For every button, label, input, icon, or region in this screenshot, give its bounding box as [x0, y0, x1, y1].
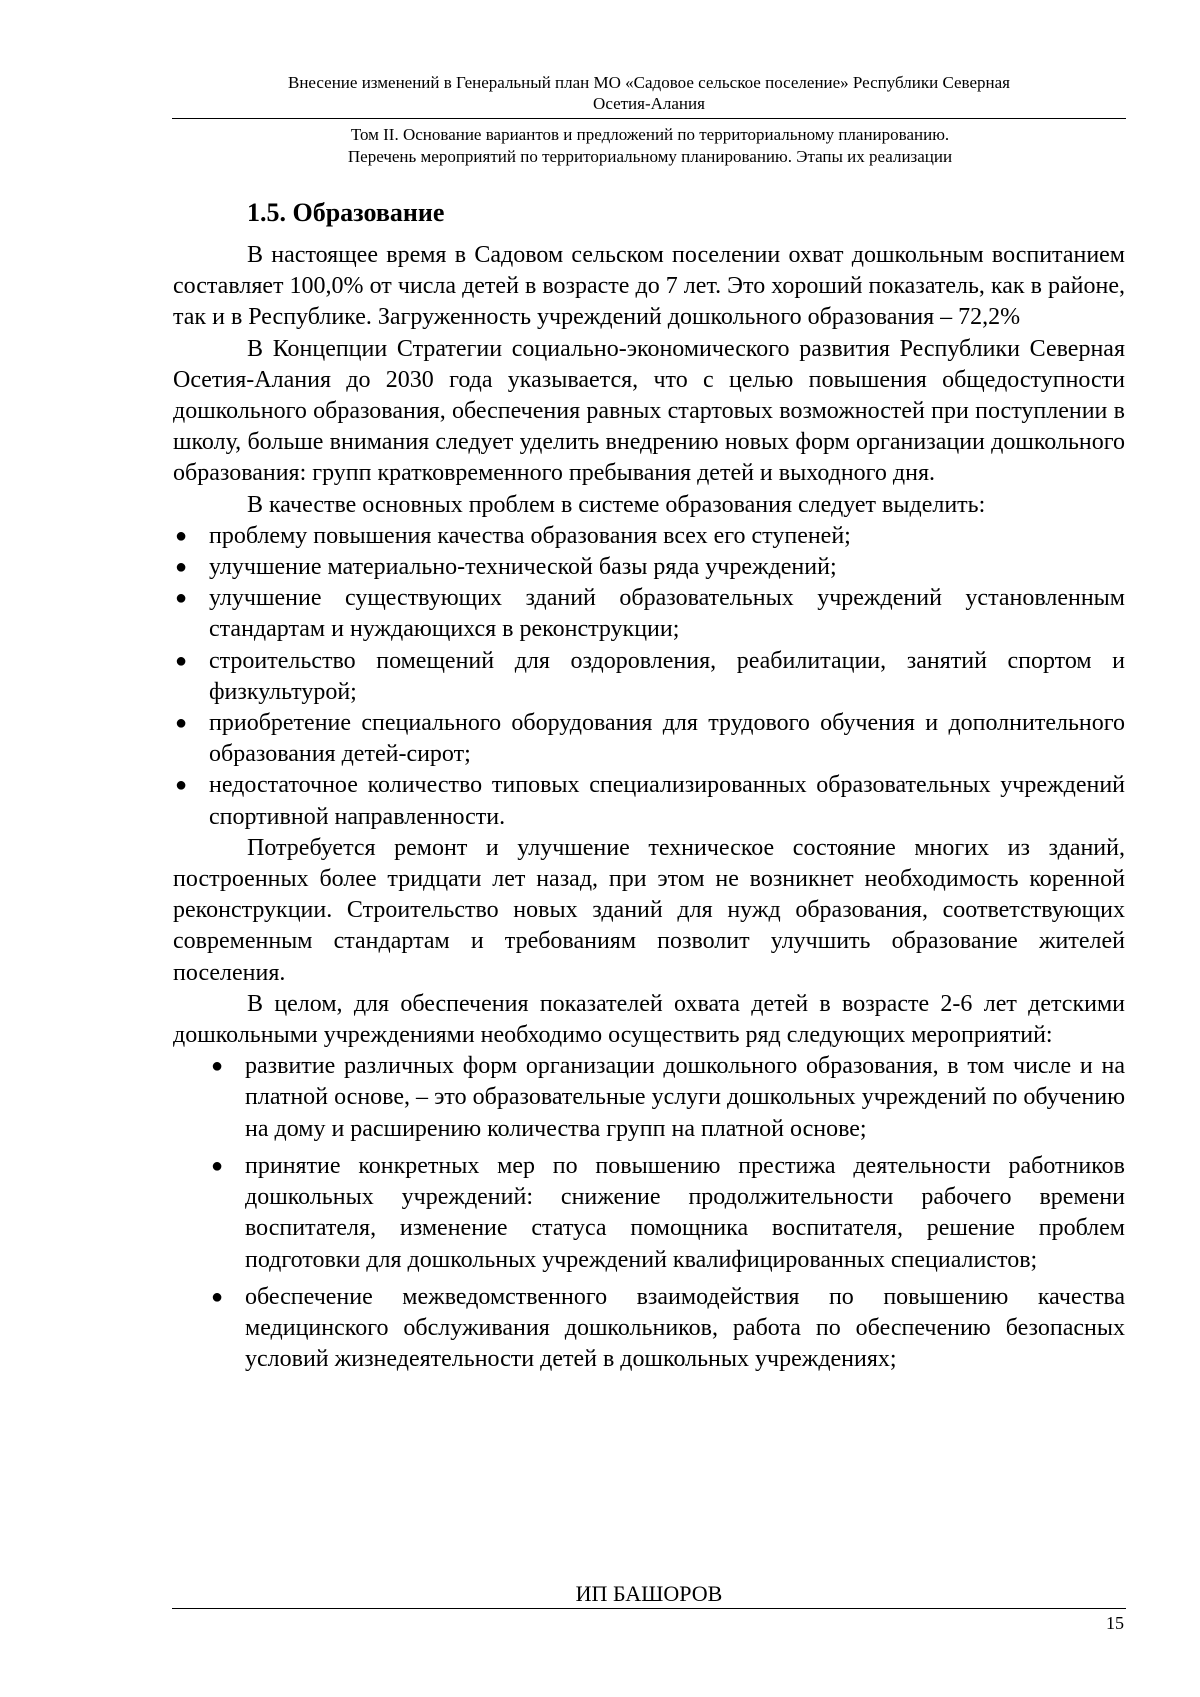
measures-list — [173, 1051, 1125, 1375]
running-header — [172, 72, 1126, 114]
footer-company: ИП БАШОРОВ — [575, 1581, 723, 1606]
list-item — [173, 583, 1125, 645]
list-item — [173, 552, 1125, 583]
list-item-text: принятие конкретных мер по повышению престижа деятельности работников дошкольных учреждений: снижение продолжительности рабочего времени воспитателя, изменение статуса помощника воспитателя, решение проблем подготовки для дошкольных учреждений квалифицированных специалистов; — [245, 1152, 1125, 1273]
list-item-text: улучшение существующих зданий образовательных учреждений установленным стандартам и нуждающихся в реконструкции; — [209, 585, 1125, 643]
header-title-line2: Осетия-Алания — [593, 94, 705, 113]
bullet-icon: ● — [211, 1154, 224, 1177]
list-item-text: строительство помещений для оздоровления, реабилитации, занятий спортом и физкультурой; — [209, 647, 1125, 705]
list-item — [173, 1051, 1125, 1145]
list-item-text: улучшение материально-технической базы ряда учреждений; — [209, 554, 837, 581]
list-item-text: проблему повышения качества образования всех его ступеней; — [209, 522, 851, 549]
bullet-icon: ● — [175, 712, 188, 735]
bullet-icon: ● — [175, 587, 188, 610]
bullet-icon: ● — [211, 1285, 224, 1308]
list-item — [173, 646, 1125, 708]
bullet-icon: ● — [175, 774, 188, 797]
subheader-line2: Перечень мероприятий по территориальному планированию. Этапы их реализации — [347, 147, 953, 166]
paragraph-measures-intro: В целом, для обеспечения показателей охвата детей в возрасте 2-6 лет детскими дошкольными учреждениями необходимо осуществить ряд следующих мероприятий: — [173, 990, 1125, 1049]
list-item-text: приобретение специального оборудования для трудового обучения и дополнительного образования детей-сирот; — [209, 710, 1125, 768]
page-number: 15 — [1106, 1613, 1124, 1633]
footer-divider — [172, 1608, 1126, 1609]
list-item-text: обеспечение межведомственного взаимодействия по повышению качества медицинского обслуживания дошкольников, работа по обеспечению безопасных условий жизнедеятельности детей в дошкольных учреждениях; — [245, 1283, 1125, 1373]
running-subheader — [200, 124, 1100, 168]
header-divider — [172, 118, 1126, 119]
subheader-line1: Том II. Основание вариантов и предложений по территориальному планированию. — [350, 125, 950, 144]
header-title-line1: Внесение изменений в Генеральный план МО «Садовое сельское поселение» Республики Северная — [288, 73, 1010, 92]
bullet-icon: ● — [211, 1055, 224, 1078]
list-item — [173, 708, 1125, 770]
problems-list — [173, 521, 1125, 833]
paragraph-preschool-coverage: В настоящее время в Садовом сельском поселении охват дошкольным воспитанием составляет 100,0% от числа детей в возрасте до 7 лет. Это хороший показатель, как в районе, так и в Республике. Загруженность учреждений дошкольного образования – 72,2% — [173, 242, 1125, 331]
list-item — [173, 521, 1125, 552]
paragraph-problems-intro: В качестве основных проблем в системе образования следует выделить: — [247, 491, 986, 518]
paragraph-strategy-concept: В Концепции Стратегии социально-экономического развития Республики Северная Осетия-Алания до 2030 года указывается, что с целью повышения общедоступности дошкольного образования, обеспечения равных стартовых возможностей при поступлении в школу, больше внимания следует уделить внедрению новых форм организации дошкольного образования: групп кратковременного пребывания детей и выходного дня. — [173, 335, 1125, 487]
main-content — [173, 196, 1125, 1381]
list-item — [173, 1282, 1125, 1376]
list-item — [173, 1151, 1125, 1276]
bullet-icon: ● — [175, 556, 188, 579]
paragraph-repairs: Потребуется ремонт и улучшение техническое состояние многих из зданий, построенных более тридцати лет назад, при этом не возникнет необходимость коренной реконструкции. Строительство новых зданий для нужд образования, соответствующих современным стандартам и требованиям позволит улучшить образование жителей поселения. — [173, 834, 1125, 986]
list-item-text: развитие различных форм организации дошкольного образования, в том числе и на платной основе, – это образовательные услуги дошкольных учреждений по обучению на дому и расширению количества групп на платной основе; — [245, 1053, 1125, 1142]
bullet-icon: ● — [175, 524, 188, 547]
bullet-icon: ● — [175, 649, 188, 672]
section-title: 1.5. Образование — [247, 198, 445, 227]
list-item — [173, 770, 1125, 832]
list-item-text: недостаточное количество типовых специализированных образовательных учреждений спортивной направленности. — [209, 772, 1125, 830]
